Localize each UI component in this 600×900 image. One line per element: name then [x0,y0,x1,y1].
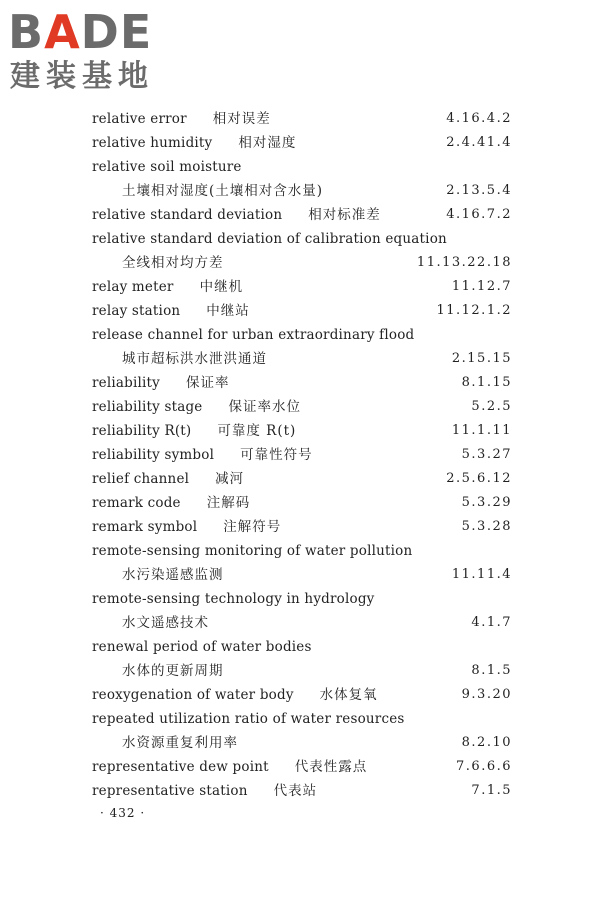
term-english: representative station [92,783,248,799]
term-chinese: 注解码 [206,495,251,511]
term-english: remark symbol [92,519,198,535]
glossary-line [92,539,512,563]
section-reference: 2.13.5.4 [446,183,512,198]
term-chinese: 全线相对均方差 [122,255,224,271]
logo-text-accent: A [44,5,81,59]
term [92,711,405,727]
glossary-line [92,299,512,323]
glossary-line [92,323,512,347]
term-english: relative humidity [92,135,213,151]
glossary-line [92,275,512,299]
term-english: repeated utilization ratio of water resources [92,711,405,727]
term-chinese: 水体的更新周期 [122,663,224,679]
term-chinese: 代表性露点 [294,759,368,775]
glossary-line [92,155,512,179]
section-reference: 8.1.15 [461,375,512,390]
term-english: reoxygenation of water body [92,687,294,703]
term [92,735,238,751]
logo-text-prefix: B [8,5,45,59]
glossary-line [92,683,512,707]
term-english: renewal period of water bodies [92,639,312,655]
term-chinese: 土壤相对湿度(土壤相对含水量) [122,183,324,199]
glossary-line [92,491,512,515]
section-reference: 8.2.10 [461,735,512,750]
term [92,639,312,655]
glossary-line [92,755,512,779]
section-reference: 4.16.7.2 [446,207,512,222]
section-reference: 8.1.5 [471,663,512,678]
term-english: reliability symbol [92,447,215,463]
glossary-line [92,347,512,371]
term-english: representative dew point [92,759,269,775]
term [92,375,229,391]
term [92,423,296,439]
section-reference: 5.3.28 [461,519,512,534]
term-english: release channel for urban extraordinary flood [92,327,415,343]
term [92,687,378,703]
term-chinese: 相对湿度 [238,135,297,151]
glossary-line [92,635,512,659]
term-chinese: 保证率 [185,375,230,391]
section-reference: 9.3.20 [461,687,512,702]
term [92,615,209,631]
glossary-line [92,203,512,227]
glossary-line [92,731,512,755]
term [92,663,224,679]
term-chinese: 水资源重复利用率 [122,735,238,751]
glossary-line [92,587,512,611]
glossary-line [92,563,512,587]
section-reference: 11.12.7 [451,279,512,294]
term [92,447,313,463]
term [92,399,301,415]
term-english: reliability R(t) [92,423,192,439]
term-english: relative standard deviation of calibration equation [92,231,447,247]
term [92,327,414,343]
glossary-line [92,227,512,251]
term [92,783,317,799]
section-reference: 5.3.29 [461,495,512,510]
glossary-line [92,107,512,131]
term-english: relative standard deviation [92,207,283,223]
term-chinese: 中继机 [199,279,244,295]
term-chinese: 相对标准差 [308,207,381,223]
term-chinese: 可靠度 R(t) [217,423,297,439]
term [92,279,243,295]
glossary-line [92,395,512,419]
term [92,135,296,151]
section-reference: 11.1.11 [451,423,512,438]
glossary-line [92,131,512,155]
term-chinese: 城市超标洪水泄洪通道 [122,351,267,367]
term [92,519,281,535]
section-reference: 11.11.4 [451,567,512,582]
section-reference: 2.4.41.4 [446,135,512,150]
term-english: reliability stage [92,399,203,415]
term [92,231,447,247]
glossary-line [92,419,512,443]
section-reference: 5.3.27 [461,447,512,462]
glossary-line [92,659,512,683]
term [92,759,367,775]
term-chinese: 中继站 [206,303,250,319]
section-reference: 4.16.4.2 [446,111,512,126]
glossary-line [92,179,512,203]
glossary-line [92,467,512,491]
section-reference: 7.6.6.6 [456,759,512,774]
glossary-line [92,611,512,635]
term [92,159,242,175]
logo-wordmark [8,6,152,58]
section-reference: 2.15.15 [451,351,512,366]
glossary-line [92,707,512,731]
term [92,183,323,199]
term-chinese: 注解符号 [223,519,282,535]
term [92,207,381,223]
term-english: reliability [92,375,160,391]
term-chinese: 相对误差 [212,111,271,127]
term-english: relief channel [92,471,190,487]
term-english: relay station [92,303,181,319]
term [92,495,250,511]
section-reference: 4.1.7 [471,615,512,630]
term [92,351,267,367]
term-chinese: 水污染遥感监测 [122,567,224,583]
term-chinese: 减河 [215,471,245,487]
section-reference: 2.5.6.12 [446,471,512,486]
term-english: relative error [92,111,187,127]
glossary-line [92,251,512,275]
logo-text-suffix: DE [80,5,153,59]
term [92,543,412,559]
term-english: remark code [92,495,181,511]
term-chinese: 水体复氧 [319,687,378,703]
term [92,111,271,127]
term-chinese: 代表站 [273,783,318,799]
term-chinese: 保证率水位 [228,399,301,415]
glossary-line [92,515,512,539]
term [92,567,224,583]
publisher-logo [8,6,178,96]
term-chinese: 水文遥感技术 [122,615,209,631]
glossary-entry-list [92,107,512,803]
term-english: remote-sensing monitoring of water pollution [92,543,413,559]
term [92,303,250,319]
logo-subtitle: 建装基地 [10,59,154,94]
term [92,471,244,487]
glossary-line [92,443,512,467]
section-reference: 7.1.5 [471,783,512,798]
term [92,255,224,271]
glossary-line [92,371,512,395]
term-chinese: 可靠性符号 [240,447,313,463]
page-number: · 432 · [100,806,146,820]
term [92,591,375,607]
glossary-line [92,779,512,803]
term-english: remote-sensing technology in hydrology [92,591,375,607]
section-reference: 5.2.5 [471,399,512,414]
term-english: relay meter [92,279,174,295]
section-reference: 11.12.1.2 [436,303,512,318]
term-english: relative soil moisture [92,159,242,175]
section-reference: 11.13.22.18 [416,255,512,270]
